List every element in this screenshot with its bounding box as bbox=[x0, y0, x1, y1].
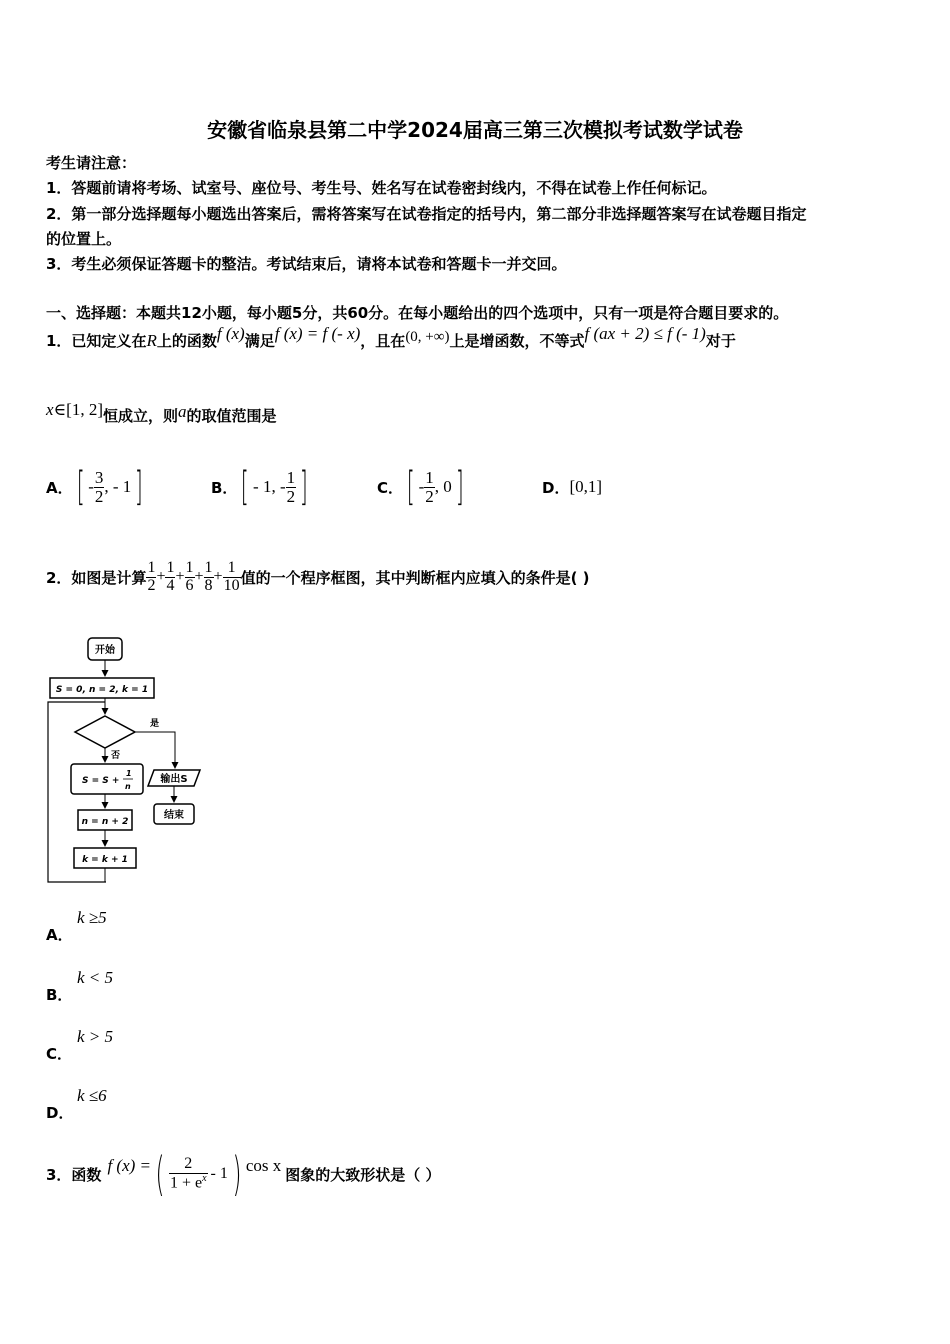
q3-num: 3．函数 bbox=[46, 1165, 102, 1184]
flow-no: 否 bbox=[111, 751, 121, 761]
q2-option-d-text: k ≤6 bbox=[77, 1086, 107, 1105]
q1-option-c[interactable]: C． [ - $\frac{1}{2}$ , 0 ] bbox=[377, 464, 464, 510]
q2-option-a-text: k ≥5 bbox=[77, 908, 107, 927]
q1-c-post: , 0 bbox=[434, 477, 452, 496]
q2-option-b-text: k < 5 bbox=[77, 968, 114, 987]
q3-f: f (x) = bbox=[107, 1156, 151, 1175]
q3-frac: $\frac{2}{1 + e^x}$ bbox=[169, 1155, 207, 1192]
q1-t3: ，且在 bbox=[360, 332, 406, 350]
q1-b-frac: $\frac{1}{2}$ bbox=[286, 467, 296, 506]
svg-text:n: n bbox=[125, 782, 131, 791]
q1-x-in: x∈ bbox=[46, 400, 67, 419]
q1-t7: 的取值范围是 bbox=[186, 407, 277, 425]
flow-update-n: n = n + 2 bbox=[81, 817, 129, 827]
q2-option-c-label: C． bbox=[46, 1045, 73, 1063]
q1-option-d-label: D． bbox=[542, 478, 570, 497]
q1-a-pre: - bbox=[88, 477, 94, 496]
flow-yes: 是 bbox=[150, 719, 160, 729]
q1-option-a[interactable]: A． [ - $\frac{3}{2}$ , - 1 ] bbox=[46, 464, 144, 510]
q1-option-b-label: B． bbox=[211, 478, 238, 497]
q2-option-b-label: B． bbox=[46, 986, 73, 1004]
q1-t6: 恒成立，则 bbox=[102, 407, 178, 425]
q2-option-d-label: D． bbox=[46, 1104, 74, 1122]
q2-frac-3: $\frac{1}{6}$ bbox=[185, 558, 194, 594]
flow-update-k: k = k + 1 bbox=[82, 855, 128, 865]
q2-num: 2．如图是计算 bbox=[46, 568, 147, 587]
q2-frac-2: $\frac{1}{4}$ bbox=[166, 558, 175, 594]
flow-end-text: 结束 bbox=[164, 810, 184, 821]
q1-ineq: f (ax + 2) ≤ f (- 1) bbox=[584, 324, 706, 343]
notice-item-2-cont: 的位置上。 bbox=[46, 230, 122, 248]
q3-t1: 图象的大致形状是（ ） bbox=[285, 1165, 441, 1184]
q3-minus: - 1 bbox=[210, 1165, 228, 1182]
q2-sum: $\frac{1}{2}$ + $\frac{1}{4}$ + $\frac{1}{6}$ + $\frac{1}{8}$ + $\frac{1}{10}$ bbox=[147, 558, 240, 594]
notice-item-3: 3．考生必须保证答题卡的整洁。考试结束后，请将本试卷和答题卡一并交回。 bbox=[46, 255, 567, 273]
q2-option-c-text: k > 5 bbox=[77, 1027, 114, 1046]
flowchart bbox=[40, 630, 210, 890]
q1-option-c-label: C． bbox=[377, 478, 404, 497]
q3-cos: cos x bbox=[245, 1156, 282, 1175]
question-3: 3．函数 f (x) = ( $\frac{2}{1 + e^x}$ - 1 ) cos x 图象的大致形状是（ ） bbox=[46, 1147, 441, 1201]
question-2 bbox=[46, 543, 590, 611]
q1-eq: f (x) = f (- x) bbox=[274, 324, 361, 343]
q1-a-frac: $\frac{3}{2}$ bbox=[94, 467, 104, 506]
question-1-line1 bbox=[46, 324, 736, 351]
q1-t5: 对于 bbox=[705, 332, 736, 350]
flow-start-text: 开始 bbox=[95, 645, 115, 656]
page-title: 安徽省临泉县第二中学2024届高三第三次模拟考试数学试卷 bbox=[207, 118, 743, 142]
q1-R: R bbox=[146, 331, 157, 350]
q2-option-a-label: A． bbox=[46, 926, 73, 944]
q1-fx: f (x) bbox=[216, 324, 245, 343]
notice-heading: 考生请注意： bbox=[46, 154, 137, 172]
q1-a: a bbox=[178, 402, 187, 421]
q1-t2: 满足 bbox=[244, 332, 275, 350]
q1-t4: 上是增函数，不等式 bbox=[449, 332, 585, 350]
q2-frac-1: $\frac{1}{2}$ bbox=[147, 558, 156, 594]
q1-a-post: , - 1 bbox=[104, 477, 132, 496]
q2-frac-5: $\frac{1}{10}$ bbox=[223, 558, 240, 594]
q1-interval: (0, +∞) bbox=[405, 329, 450, 345]
flow-update-s: S = S + bbox=[82, 776, 120, 786]
flow-output-text: 输出S bbox=[160, 774, 188, 785]
question-1-line2: x∈[1, 2]恒成立，则a的取值范围是 bbox=[46, 400, 277, 425]
q1-d-text: 0,1 bbox=[575, 477, 597, 496]
section-heading: 一、选择题：本题共12小题，每小题5分，共60分。在每小题给出的四个选项中，只有一项是符合题目要求的。 bbox=[46, 304, 789, 322]
q2-t1: 值的一个程序框图，其中判断框内应填入的条件是( ) bbox=[240, 568, 590, 587]
q1-x-range: 1, 2 bbox=[71, 400, 98, 419]
notice-item-1: 1．答题前请将考场、试室号、座位号、考生号、姓名写在试卷密封线内，不得在试卷上作任何标记。 bbox=[46, 179, 717, 197]
q1-num: 1．已知定义在 bbox=[46, 332, 147, 350]
svg-text:1: 1 bbox=[126, 769, 132, 778]
notice-item-2: 2．第一部分选择题每小题选出答案后，需将答案写在试卷指定的括号内，第二部分非选择题答案写在试卷题目指定 bbox=[46, 205, 807, 223]
q1-t1: 上的函数 bbox=[156, 332, 217, 350]
q1-c-frac: $\frac{1}{2}$ bbox=[425, 467, 434, 506]
flow-decision bbox=[75, 716, 135, 748]
q1-b-pre: - 1, - bbox=[253, 477, 286, 496]
q2-frac-4: $\frac{1}{8}$ bbox=[204, 558, 213, 594]
q1-option-d[interactable]: D． [0,1] bbox=[542, 477, 603, 497]
flow-init-text: S = 0, n = 2, k = 1 bbox=[55, 685, 149, 695]
q1-option-a-label: A． bbox=[46, 478, 73, 497]
q1-c-pre: - bbox=[418, 477, 425, 496]
q1-option-b[interactable]: B． [ - 1, - $\frac{1}{2}$ ] bbox=[211, 464, 308, 510]
